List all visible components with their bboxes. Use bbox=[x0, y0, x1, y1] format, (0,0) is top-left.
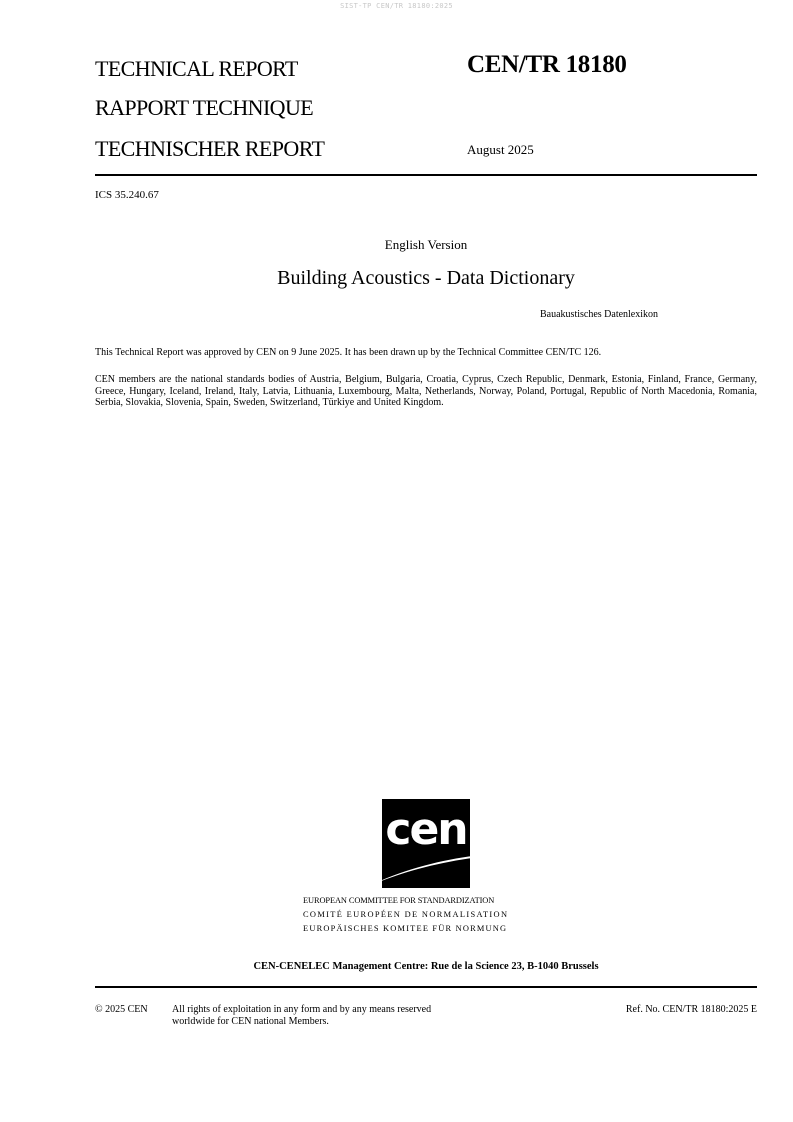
report-type-en: TECHNICAL REPORT bbox=[95, 56, 298, 81]
version-label: English Version bbox=[384, 237, 468, 252]
footer-divider bbox=[95, 986, 757, 988]
cen-logo-text: cen bbox=[385, 804, 467, 855]
document-number: CEN/TR 18180 bbox=[467, 51, 627, 78]
ics-code: ICS 35.240.67 bbox=[95, 189, 159, 201]
rights-notice bbox=[172, 1004, 431, 1028]
copyright: © 2025 CEN bbox=[95, 1004, 148, 1015]
reference-number: Ref. No. CEN/TR 18180:2025 E bbox=[625, 1004, 757, 1015]
cen-logo bbox=[369, 799, 483, 889]
management-centre: CEN-CENELEC Management Centre: Rue de la Science 23, B-1040 Brussels bbox=[253, 961, 599, 972]
report-type-de: TECHNISCHER REPORT bbox=[95, 136, 325, 161]
publication-date: August 2025 bbox=[467, 142, 534, 157]
rights-line-1: All rights of exploitation in any form and by any means reserved bbox=[172, 1004, 432, 1015]
rights-line-2: worldwide for CEN national Members. bbox=[172, 1016, 329, 1027]
document-title: Building Acoustics - Data Dictionary bbox=[277, 267, 575, 289]
members-paragraph: CEN members are the national standards bodies of Austria, Belgium, Bulgaria, Croatia, Cyprus, Czech Republic, Denmark, Estonia, Finland, France, Germany, Greece, Hungary, Iceland, Ireland, Italy, Latvia, Lithuania, Luxembourg, Malta, Netherlands, Norway, Poland, Portugal, Republic of North Macedonia, Romania, Serbia, Slovakia, Slovenia, Spain, Sweden, Switzerland, Türkiye and United Kingdom. bbox=[95, 374, 757, 408]
approval-paragraph: This Technical Report was approved by CEN on 9 June 2025. It has been drawn up by the Technical Committee CEN/TC 126. bbox=[95, 347, 602, 358]
header-divider bbox=[95, 174, 757, 176]
org-name-fr: COMITÉ EUROPÉEN DE NORMALISATION bbox=[303, 910, 509, 919]
org-name-en: EUROPEAN COMMITTEE FOR STANDARDIZATION bbox=[303, 896, 495, 905]
german-title: Bauakustisches Datenlexikon bbox=[540, 309, 659, 320]
watermark: SIST-TP CEN/TR 18180:2025 bbox=[340, 2, 453, 10]
org-name-de: EUROPÄISCHES KOMITEE FÜR NORMUNG bbox=[303, 924, 508, 933]
report-type-fr: RAPPORT TECHNIQUE bbox=[95, 95, 314, 120]
